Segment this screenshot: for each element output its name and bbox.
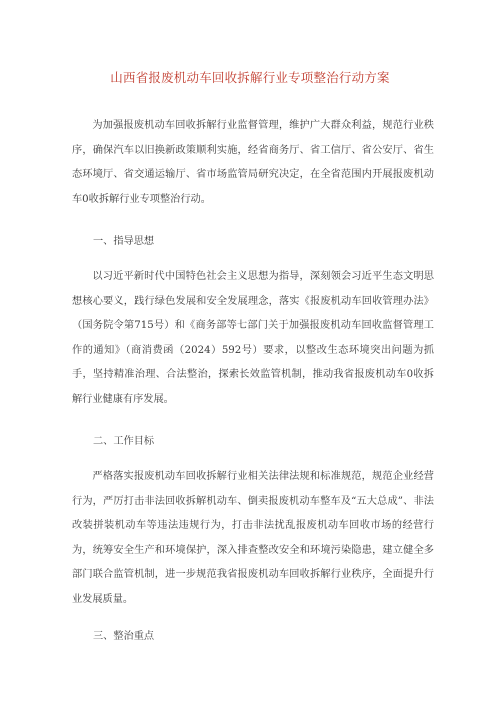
- intro-paragraph: 为加强报废机动车回收拆解行业监督管理，维护广大群众利益，规范行业秩序，确保汽车以旧换新政策顺利实施，经省商务厅、省工信厅、省公安厅、省生态环境厅、省交通运输厅、省市场监管局研究决定，在全省范围内开展报废机动车0收拆解行业专项整治行动。: [72, 120, 434, 205]
- section-heading-guiding-ideology: 一、指导思想: [93, 236, 155, 247]
- section-body-work-goals: 严格落实报废机动车回收拆解行业相关法律法规和标准规范，规范企业经营行为，严厉打击非法回收拆解机动车、倒卖报废机动车整车及“五大总成”、非法改装拼装机动车等违法违规行为，打击非法扰乱报废机动车回收市场的经营行为，统筹安全生产和环境保护，深入排查整改安全和环境污染隐患，建立健全多部门联合监管机制，进一步规范我省报废机动车回收拆解行业秩序，全面提升行业发展质量。: [72, 471, 434, 605]
- section-body-guiding-ideology: 以习近平新时代中国特色社会主义思想为指导，深刻领会习近平生态文明思想核心要义，践行绿色发展和安全发展理念，落实《报废机动车回收管理办法》（国务院令第715号）和《商务部等七部门关于加强报废机动车回收监督管理工作的通知》（商消费函（2024）592号）要求，以整改生态环境突出问题为抓手，坚持精准治理、合法整治，探索长效监管机制，推动我省报废机动车0收拆解行业健康有序发展。: [72, 271, 434, 405]
- document-title: 山西省报废机动车回收拆解行业专项整治行动方案: [110, 70, 390, 85]
- section-heading-key-focus: 三、整治重点: [93, 631, 155, 642]
- section-heading-work-goals: 二、工作目标: [93, 436, 155, 447]
